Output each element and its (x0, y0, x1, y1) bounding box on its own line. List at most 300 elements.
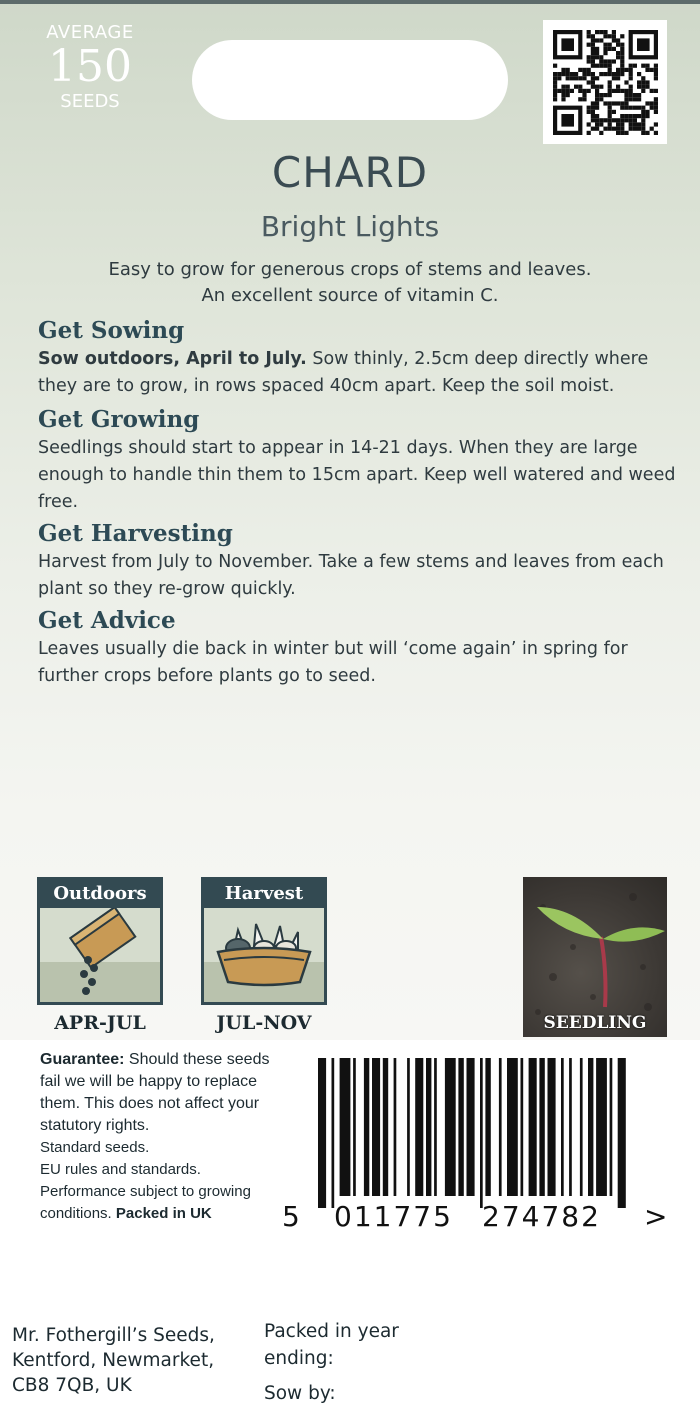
qr-module (645, 64, 649, 68)
qr-module (612, 118, 616, 122)
company-address (12, 1323, 252, 1398)
qr-module (599, 30, 603, 34)
qr-module (608, 34, 612, 38)
qr-module (557, 89, 561, 93)
qr-module (599, 72, 603, 76)
intro-line-2: An excellent source of vitamin C. (201, 285, 499, 306)
qr-module (582, 97, 586, 101)
section-heading: Get Sowing (38, 317, 185, 344)
address-line-2: Kentford, Newmarket, (12, 1350, 215, 1371)
qr-module (633, 97, 637, 101)
qr-module (582, 76, 586, 80)
qr-module (599, 93, 603, 97)
qr-module (633, 118, 637, 122)
harvest-calendar-box (201, 877, 327, 1005)
qr-module (582, 93, 586, 97)
qr-module (591, 127, 595, 131)
qr-module (620, 43, 624, 47)
barcode-bar (394, 1058, 397, 1196)
section-heading: Get Harvesting (38, 520, 233, 547)
qr-module (620, 51, 624, 55)
qr-module (603, 30, 607, 34)
qr-module (595, 47, 599, 51)
qr-module (561, 97, 565, 101)
qr-module (595, 38, 599, 42)
qr-module (654, 97, 658, 101)
packet-window (192, 40, 508, 120)
qr-module (641, 80, 645, 84)
qr-module (566, 93, 570, 97)
barcode-bar (445, 1058, 456, 1196)
section-text: Seedlings should start to appear in 14-21 days. When they are large enough to handle thin them to 15cm apart. Keep well watered and weed free. (38, 438, 676, 512)
seed-count-unit: SEEDS (60, 91, 120, 112)
qr-module (624, 93, 628, 97)
section-harvesting (38, 519, 678, 603)
qr-module (637, 80, 641, 84)
qr-module (624, 101, 628, 105)
qr-module (633, 114, 637, 118)
intro-line-1: Easy to grow for generous crops of stems and leaves. (108, 259, 592, 280)
qr-module (578, 68, 582, 72)
barcode-bar (569, 1058, 572, 1196)
qr-module (603, 59, 607, 63)
qr-module (608, 43, 612, 47)
qr-module (587, 80, 591, 84)
outdoors-period: APR-JUL (54, 1012, 146, 1034)
section-sowing (38, 316, 678, 400)
outdoors-calendar-box (37, 877, 163, 1005)
qr-module (591, 101, 595, 105)
qr-module (587, 131, 591, 135)
seedling-label: SEEDLING (543, 1013, 647, 1033)
qr-module (587, 68, 591, 72)
barcode-digit-lead: 5 (282, 1200, 300, 1233)
qr-module (587, 72, 591, 76)
qr-module (599, 64, 603, 68)
qr-module (616, 131, 620, 135)
qr-module (616, 51, 620, 55)
qr-module (654, 106, 658, 110)
barcode (282, 1058, 672, 1238)
qr-module (587, 55, 591, 59)
qr-module (603, 34, 607, 38)
qr-module (637, 127, 641, 131)
section-body: Sow thinly, 2.5cm deep directly where they are to grow, in rows spaced 40cm apart. Keep the soil moist. (38, 349, 649, 396)
barcode-bar (332, 1058, 335, 1208)
section-growing (38, 405, 678, 516)
qr-module (620, 68, 624, 72)
barcode-bar (596, 1058, 607, 1196)
qr-module (608, 85, 612, 89)
qr-module (624, 68, 628, 72)
qr-module (591, 110, 595, 114)
barcode-bar (372, 1058, 380, 1196)
qr-module (599, 118, 603, 122)
qr-module (624, 80, 628, 84)
qr-module (654, 131, 658, 135)
qr-module (654, 122, 658, 126)
section-text (38, 346, 678, 400)
qr-module (612, 89, 616, 93)
product-intro (60, 257, 640, 309)
qr-module (603, 51, 607, 55)
seed-count-label: AVERAGE (46, 22, 134, 43)
qr-module (641, 89, 645, 93)
qr-module (654, 64, 658, 68)
barcode-bar (507, 1058, 518, 1196)
qr-module (637, 106, 641, 110)
qr-module (608, 93, 612, 97)
qr-module (566, 85, 570, 89)
qr-module (650, 68, 654, 72)
qr-module (629, 114, 633, 118)
qr-module (591, 85, 595, 89)
qr-module (591, 38, 595, 42)
qr-module (591, 59, 595, 63)
qr-module (570, 89, 574, 93)
qr-module (599, 38, 603, 42)
qr-module (654, 89, 658, 93)
guarantee-body: Should these seeds fail we will be happy to replace them. This does not affect your statutory rights. (40, 1051, 270, 1134)
qr-module (608, 122, 612, 126)
qr-module (591, 72, 595, 76)
qr-module (570, 72, 574, 76)
qr-module (612, 34, 616, 38)
qr-module (603, 43, 607, 47)
qr-module (650, 127, 654, 131)
barcode-bar (580, 1058, 583, 1196)
barcode-bar (618, 1058, 626, 1208)
qr-module (620, 118, 624, 122)
qr-module (608, 110, 612, 114)
qr-finder (561, 114, 574, 127)
qr-module (599, 122, 603, 126)
guarantee-block (40, 1049, 280, 1225)
qr-module (591, 64, 595, 68)
barcode-bar (529, 1058, 537, 1196)
qr-module (654, 101, 658, 105)
barcode-bar (407, 1058, 410, 1196)
qr-module (582, 89, 586, 93)
qr-module (595, 106, 599, 110)
qr-module (624, 131, 628, 135)
qr-module (629, 89, 633, 93)
qr-module (629, 64, 633, 68)
qr-module (645, 80, 649, 84)
qr-module (566, 89, 570, 93)
qr-module (574, 72, 578, 76)
top-border (0, 0, 700, 4)
qr-module (629, 72, 633, 76)
qr-module (553, 76, 557, 80)
seedling-photo (523, 877, 667, 1037)
qr-module (595, 85, 599, 89)
barcode-bar (340, 1058, 351, 1196)
section-advice (38, 606, 678, 690)
qr-module (608, 106, 612, 110)
qr-module (557, 72, 561, 76)
barcode-bar (521, 1058, 524, 1196)
qr-module (633, 127, 637, 131)
qr-module (641, 131, 645, 135)
qr-module (629, 122, 633, 126)
qr-module (650, 89, 654, 93)
qr-module (629, 68, 633, 72)
barcode-bar (364, 1058, 369, 1196)
qr-module (645, 68, 649, 72)
qr-module (561, 85, 565, 89)
qr-module (595, 30, 599, 34)
barcode-marker: > (644, 1200, 668, 1233)
packed-in: Packed in UK (111, 1205, 212, 1222)
qr-module (654, 110, 658, 114)
qr-module (591, 47, 595, 51)
barcode-bar (485, 1058, 490, 1196)
qr-module (603, 93, 607, 97)
qr-module (561, 68, 565, 72)
qr-module (561, 89, 565, 93)
qr-module (608, 80, 612, 84)
address-line-1: Mr. Fothergill’s Seeds, (12, 1325, 215, 1346)
qr-module (608, 59, 612, 63)
qr-module (620, 59, 624, 63)
qr-module (595, 101, 599, 105)
address-line-3: CB8 7QB, UK (12, 1375, 132, 1396)
qr-module (595, 76, 599, 80)
qr-module (616, 85, 620, 89)
barcode-bar (610, 1058, 613, 1196)
qr-module (616, 43, 620, 47)
qr-module (616, 127, 620, 131)
qr-module (629, 85, 633, 89)
qr-module (591, 51, 595, 55)
qr-module (620, 55, 624, 59)
section-heading: Get Growing (38, 406, 200, 433)
product-variety: Bright Lights (260, 210, 440, 243)
qr-module (553, 93, 557, 97)
barcode-digits-left: 011775 (334, 1200, 453, 1233)
product-name: CHARD (271, 148, 429, 197)
qr-module (629, 106, 633, 110)
qr-module (608, 89, 612, 93)
qr-module (629, 97, 633, 101)
qr-module (603, 72, 607, 76)
qr-module (591, 43, 595, 47)
qr-module (608, 72, 612, 76)
section-heading: Get Advice (38, 607, 176, 634)
barcode-bar (467, 1058, 475, 1196)
guarantee-lead: Guarantee: (40, 1051, 125, 1068)
qr-module (578, 97, 582, 101)
standard-seeds: Standard seeds. (40, 1139, 150, 1156)
qr-module (620, 127, 624, 131)
harvest-title: Harvest (204, 880, 324, 908)
barcode-icon (282, 1058, 672, 1238)
qr-module (591, 80, 595, 84)
qr-module (591, 55, 595, 59)
qr-module (557, 76, 561, 80)
qr-module (637, 72, 641, 76)
qr-module (566, 72, 570, 76)
qr-module (591, 76, 595, 80)
qr-module (587, 110, 591, 114)
qr-module (561, 72, 565, 76)
qr-finder (561, 38, 574, 51)
sow-by-label: Sow by: (264, 1383, 336, 1404)
qr-module (591, 34, 595, 38)
qr-module (608, 64, 612, 68)
qr-module (608, 118, 612, 122)
performance-text: Performance subject to growing conditions. (40, 1183, 251, 1222)
harvest-period: JUL-NOV (216, 1012, 312, 1034)
qr-module (645, 114, 649, 118)
barcode-bar (561, 1058, 564, 1196)
qr-module (645, 101, 649, 105)
barcode-bar (548, 1058, 556, 1196)
qr-module (608, 101, 612, 105)
qr-module (616, 101, 620, 105)
qr-module (633, 106, 637, 110)
qr-module (553, 72, 557, 76)
seed-count-badge (40, 22, 140, 112)
qr-module (587, 106, 591, 110)
qr-module (629, 127, 633, 131)
qr-module (637, 85, 641, 89)
eu-rules: EU rules and standards. (40, 1161, 201, 1178)
qr-module (629, 76, 633, 80)
qr-module (603, 118, 607, 122)
qr-module (641, 76, 645, 80)
qr-module (641, 118, 645, 122)
seed-count-value: 150 (48, 41, 132, 92)
qr-module (591, 106, 595, 110)
qr-module (612, 38, 616, 42)
packed-label-1: Packed in year (264, 1321, 399, 1342)
qr-module (616, 122, 620, 126)
qr-module (595, 122, 599, 126)
qr-module (641, 127, 645, 131)
barcode-bar (426, 1058, 431, 1196)
qr-module (650, 106, 654, 110)
qr-module (608, 68, 612, 72)
qr-module (624, 118, 628, 122)
qr-module (641, 85, 645, 89)
qr-module (587, 89, 591, 93)
qr-module (620, 101, 624, 105)
qr-module (578, 89, 582, 93)
qr-module (616, 72, 620, 76)
qr-module (574, 85, 578, 89)
qr-module (599, 131, 603, 135)
qr-module (633, 64, 637, 68)
qr-module (629, 118, 633, 122)
barcode-bar (353, 1058, 356, 1196)
qr-module (641, 110, 645, 114)
barcode-bar (383, 1058, 388, 1196)
section-text: Leaves usually die back in winter but will ‘come again’ in spring for further crops before plants go to seed. (38, 639, 628, 686)
outdoors-title: Outdoors (40, 880, 160, 908)
qr-module (608, 127, 612, 131)
guarantee-text (40, 1049, 280, 1137)
qr-module (595, 97, 599, 101)
qr-module (608, 114, 612, 118)
barcode-bar (318, 1058, 326, 1208)
qr-module (641, 106, 645, 110)
qr-module (553, 64, 557, 68)
qr-module (616, 55, 620, 59)
qr-module (624, 89, 628, 93)
performance-note (40, 1181, 280, 1225)
qr-module (612, 76, 616, 80)
qr-module (637, 114, 641, 118)
qr-module (566, 68, 570, 72)
qr-code-icon[interactable] (543, 20, 667, 144)
qr-module (637, 93, 641, 97)
qr-module (624, 106, 628, 110)
qr-module (620, 34, 624, 38)
qr-module (587, 59, 591, 63)
qr-module (578, 76, 582, 80)
qr-module (570, 76, 574, 80)
qr-module (599, 97, 603, 101)
qr-module (595, 64, 599, 68)
barcode-bar (588, 1058, 593, 1196)
qr-module (633, 93, 637, 97)
qr-module (645, 85, 649, 89)
qr-module (620, 64, 624, 68)
qr-module (654, 68, 658, 72)
qr-module (595, 118, 599, 122)
qr-module (620, 47, 624, 51)
qr-module (620, 131, 624, 135)
qr-module (595, 51, 599, 55)
qr-module (629, 93, 633, 97)
section-text: Harvest from July to November. Take a few stems and leaves from each plant so they re-grow quickly. (38, 552, 664, 599)
qr-module (595, 127, 599, 131)
qr-module (603, 64, 607, 68)
packed-label-2: ending: (264, 1348, 334, 1369)
qr-module (612, 30, 616, 34)
barcode-digits-right: 274782 (482, 1200, 601, 1233)
qr-module (591, 114, 595, 118)
qr-module (582, 72, 586, 76)
qr-module (587, 34, 591, 38)
qr-module (553, 85, 557, 89)
qr-module (612, 101, 616, 105)
qr-module (654, 72, 658, 76)
barcode-bar (434, 1058, 437, 1196)
barcode-bar (415, 1058, 423, 1196)
qr-module (620, 106, 624, 110)
qr-module (608, 47, 612, 51)
qr-module (599, 55, 603, 59)
barcode-bar (458, 1058, 463, 1196)
qr-module (620, 72, 624, 76)
qr-module (595, 55, 599, 59)
qr-module (603, 47, 607, 51)
qr-module (582, 68, 586, 72)
qr-module (620, 122, 624, 126)
qr-module (578, 85, 582, 89)
qr-module (637, 122, 641, 126)
qr-module (566, 76, 570, 80)
qr-module (612, 110, 616, 114)
qr-module (654, 76, 658, 80)
qr-module (641, 122, 645, 126)
qr-module (603, 127, 607, 131)
qr-module (612, 47, 616, 51)
section-lead: Sow outdoors, April to July. (38, 349, 307, 369)
